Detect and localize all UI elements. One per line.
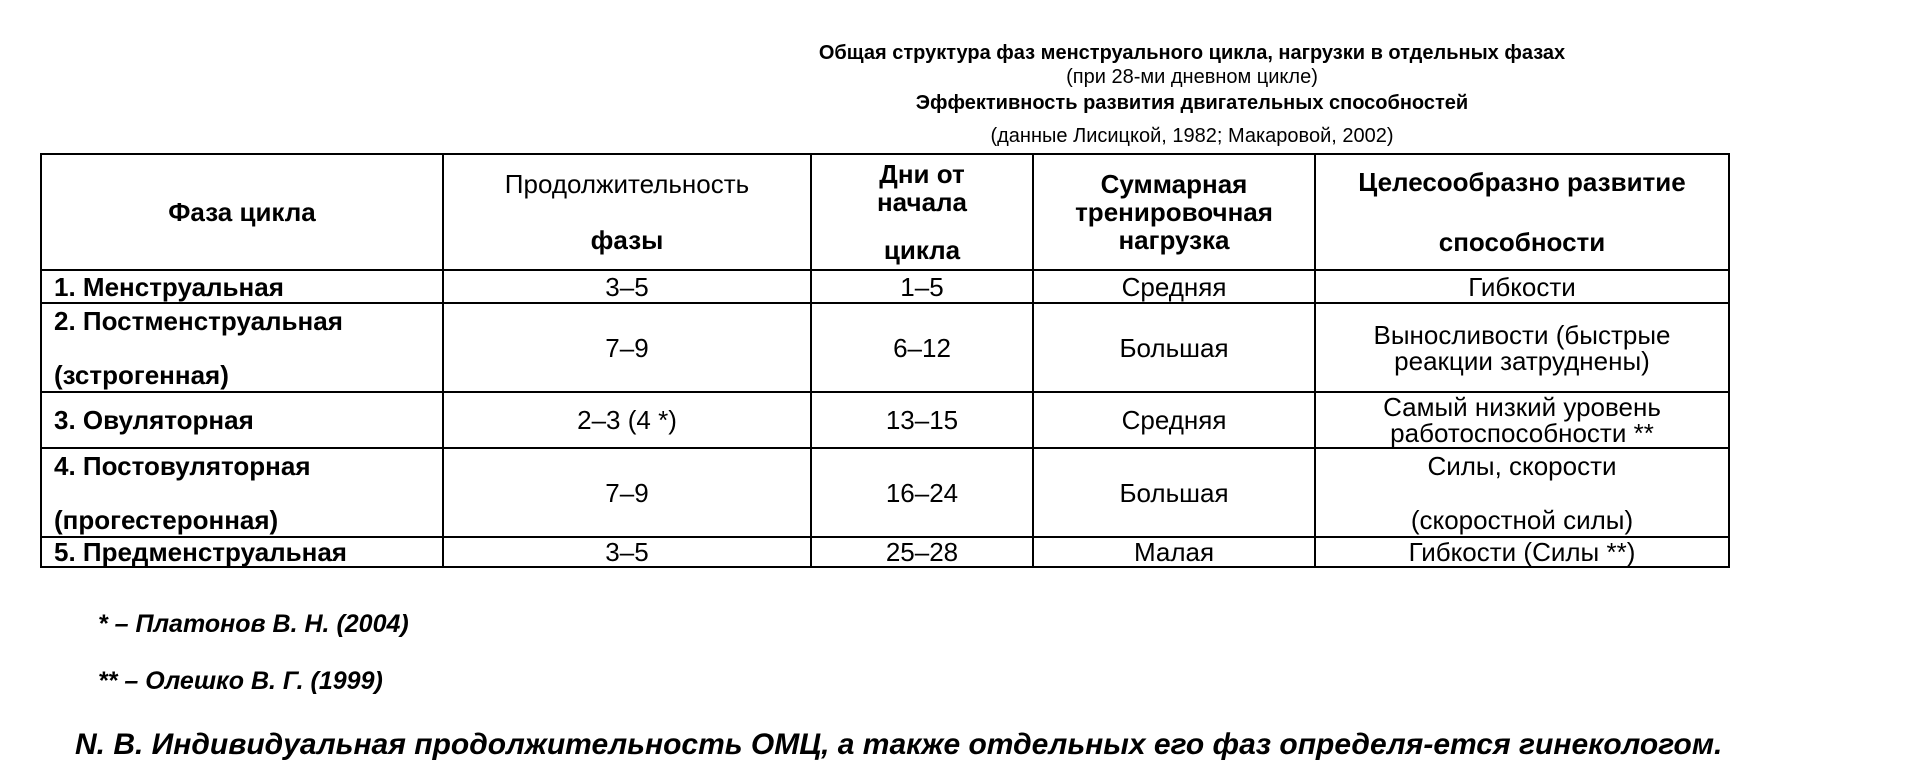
days-cell: 25–28 <box>811 537 1033 567</box>
phase-cell: 5. Предменструальная <box>41 537 443 567</box>
days-cell: 6–12 <box>811 303 1033 392</box>
header-dev-line1: Целесообразно развитие <box>1358 167 1686 197</box>
table-row <box>41 448 1729 537</box>
footnote-single-asterisk: * – Платонов В. Н. (2004) <box>98 610 409 638</box>
phase-cell: 3. Овуляторная <box>41 392 443 448</box>
phase-cell <box>41 303 443 392</box>
days-cell: 13–15 <box>811 392 1033 448</box>
header-load-line3: нагрузка <box>1118 225 1230 255</box>
development-cell <box>1315 303 1729 392</box>
phase-label: 2. Постменструальная <box>54 305 343 336</box>
header-phase: Фаза цикла <box>41 154 443 270</box>
phase-sublabel: (зстрогенная) <box>54 359 229 390</box>
document-source: (данные Лисицкой, 1982; Макаровой, 2002) <box>990 125 1394 147</box>
table-row <box>41 537 1729 567</box>
duration-cell: 7–9 <box>443 448 811 537</box>
days-cell: 16–24 <box>811 448 1033 537</box>
load-cell: Средняя <box>1033 392 1315 448</box>
header-duration <box>443 154 811 270</box>
development-cell <box>1315 392 1729 448</box>
load-cell: Средняя <box>1033 270 1315 303</box>
phase-label: 4. Постовуляторная <box>54 450 311 481</box>
header-days <box>811 154 1033 270</box>
development-line1: Силы, скорости <box>1427 450 1617 481</box>
phase-cell: 1. Менструальная <box>41 270 443 303</box>
phases-table <box>40 153 1730 568</box>
phase-cell <box>41 448 443 537</box>
header-load <box>1033 154 1315 270</box>
development-line2: работоспособности ** <box>1390 418 1654 448</box>
development-line2: реакции затруднены) <box>1394 345 1650 376</box>
header-load-line2: тренировочная <box>1075 197 1273 227</box>
header-duration-line1: Продолжительность <box>504 169 750 199</box>
header-load-line1: Суммарная <box>1100 169 1248 199</box>
header-days-line3: цикла <box>883 235 961 265</box>
nota-bene: N. B. Индивидуальная продолжительность ОМЦ, а также отдельных его фаз определя-ется гинекологом. <box>75 728 1723 761</box>
load-cell: Малая <box>1033 537 1315 567</box>
document-title: Общая структура фаз менструального цикла, нагрузки в отдельных фазах <box>818 42 1566 64</box>
header-days-line2: начала <box>876 187 968 217</box>
development-cell <box>1315 448 1729 537</box>
document-title-secondary: Эффективность развития двигательных способностей <box>915 92 1469 114</box>
table-row <box>41 303 1729 392</box>
load-cell: Большая <box>1033 303 1315 392</box>
table-row <box>41 270 1729 303</box>
header-dev-line2: способности <box>1438 227 1606 257</box>
duration-cell: 3–5 <box>443 270 811 303</box>
table-header-row <box>41 154 1729 270</box>
duration-cell: 2–3 (4 *) <box>443 392 811 448</box>
load-cell: Большая <box>1033 448 1315 537</box>
document-subtitle: (при 28-ми дневном цикле) <box>1066 66 1318 88</box>
header-duration-line2: фазы <box>590 225 664 255</box>
header-days-line1: Дни от <box>879 159 965 189</box>
duration-cell: 3–5 <box>443 537 811 567</box>
header-development <box>1315 154 1729 270</box>
phase-sublabel: (прогестеронная) <box>54 504 279 535</box>
duration-cell: 7–9 <box>443 303 811 392</box>
table-row <box>41 392 1729 448</box>
footnote-double-asterisk: ** – Олешко В. Г. (1999) <box>98 667 383 695</box>
development-line2: (скоростной силы) <box>1410 504 1634 535</box>
days-cell: 1–5 <box>811 270 1033 303</box>
development-line1: Выносливости (быстрые <box>1373 319 1671 350</box>
development-cell: Гибкости (Силы **) <box>1315 537 1729 567</box>
development-cell: Гибкости <box>1315 270 1729 303</box>
development-line1: Самый низкий уровень <box>1383 392 1661 422</box>
